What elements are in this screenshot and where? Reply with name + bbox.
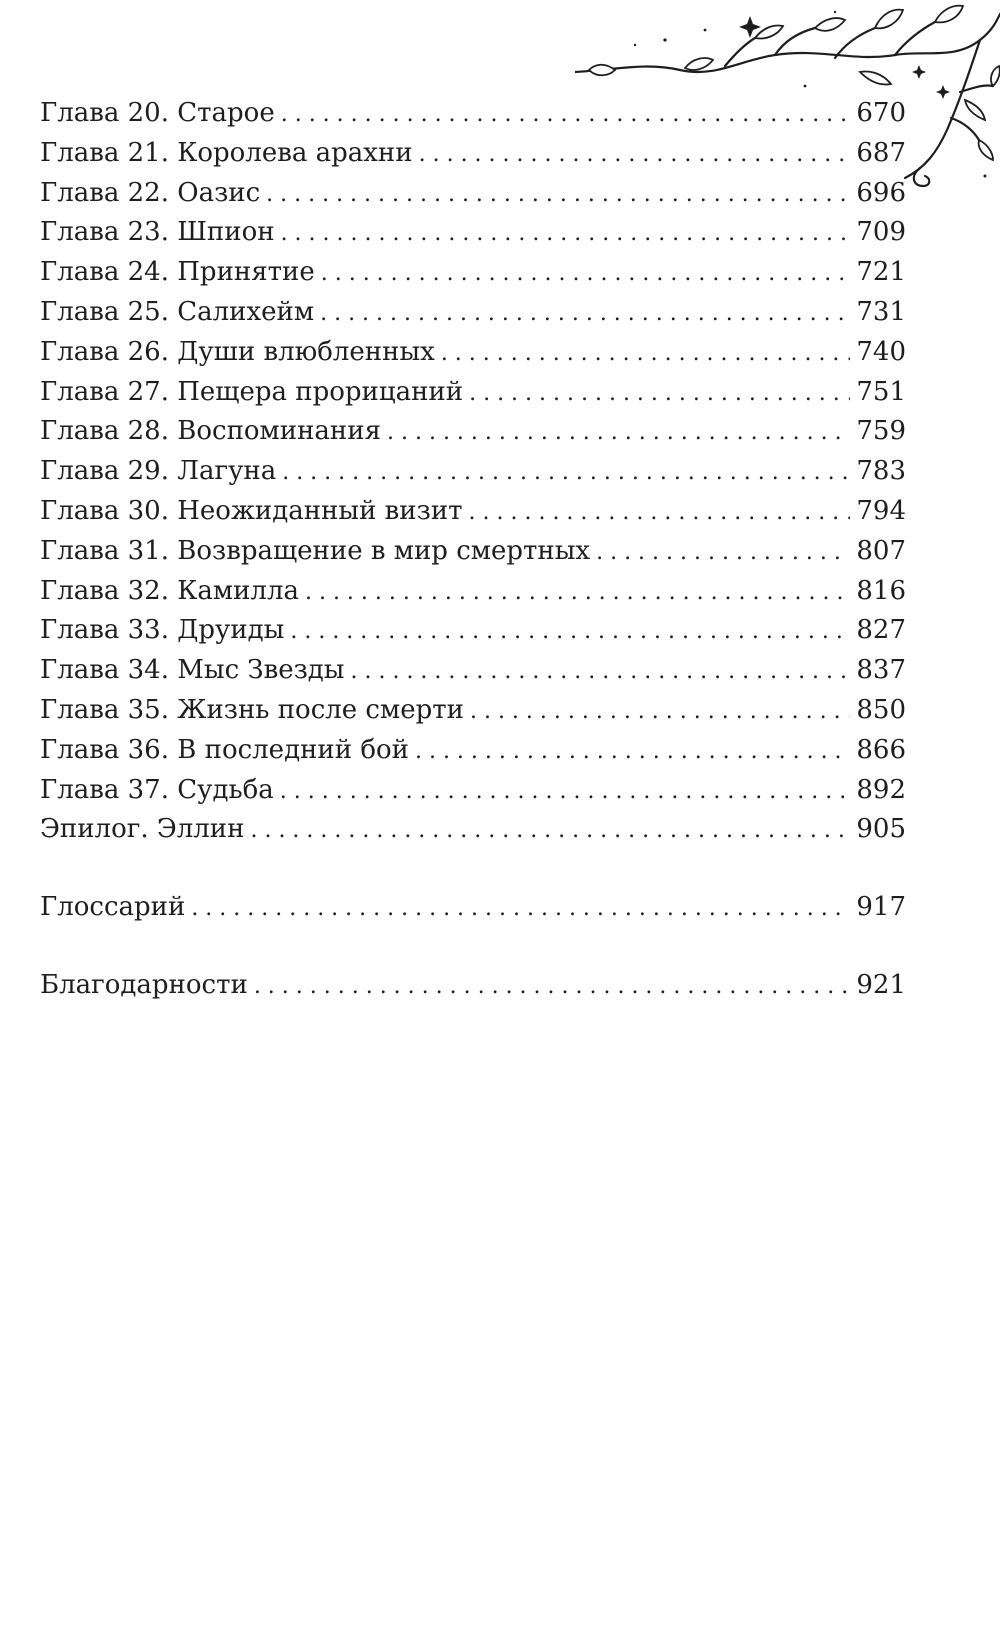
toc-entry-title: Глава 34. Мыс Звезды — [40, 655, 345, 686]
toc-entry-page: 921 — [856, 969, 906, 1000]
toc-entry-title: Эпилог. Эллин — [40, 814, 245, 845]
dot-leader — [469, 493, 851, 533]
toc-entry-page: 721 — [856, 257, 906, 288]
toc-entry-title: Глава 31. Возвращение в мир смертных — [40, 535, 591, 566]
toc-entry[interactable] — [40, 213, 906, 253]
toc-entry[interactable] — [40, 572, 906, 612]
toc-entry-page: 731 — [856, 296, 906, 327]
toc-entry-title: Глава 33. Друиды — [40, 615, 285, 646]
toc-entry-page: 837 — [856, 655, 906, 686]
toc-entry-page: 794 — [856, 495, 906, 526]
toc-entry-title: Глава 29. Лагуна — [40, 456, 277, 487]
toc-entry[interactable] — [40, 412, 906, 452]
dot-leader — [419, 135, 851, 175]
toc-entry-title: Глава 20. Старое — [40, 98, 275, 128]
toc-entry-title: Глава 32. Камилла — [40, 575, 299, 606]
toc-entry[interactable] — [40, 94, 906, 134]
toc-entry[interactable] — [40, 134, 906, 174]
dot-leader — [320, 294, 850, 334]
toc-entry-page: 850 — [856, 694, 906, 725]
dot-leader — [441, 334, 851, 374]
toc-entry-page: 751 — [856, 376, 906, 407]
toc-entry-title: Глава 23. Шпион — [40, 217, 275, 248]
toc-entry[interactable] — [40, 771, 906, 811]
toc-entry-page: 696 — [856, 177, 906, 208]
dot-leader — [351, 652, 851, 692]
table-of-contents — [40, 94, 906, 1006]
toc-entry-acknowledgements[interactable] — [40, 966, 906, 1006]
toc-entry[interactable] — [40, 731, 906, 771]
dot-leader — [282, 453, 850, 493]
toc-entry-title: Глава 30. Неожиданный визит — [40, 495, 463, 526]
toc-entry-title: Глава 26. Души влюбленных — [40, 336, 435, 367]
dot-leader — [290, 612, 850, 652]
toc-entry[interactable] — [40, 333, 906, 373]
toc-entry[interactable] — [40, 373, 906, 413]
toc-entry[interactable] — [40, 611, 906, 651]
toc-entry[interactable] — [40, 691, 906, 731]
toc-entry-page: 709 — [856, 217, 906, 248]
toc-entry[interactable] — [40, 174, 906, 214]
dot-leader — [254, 967, 851, 1007]
dot-leader — [280, 772, 851, 812]
toc-entry-title: Глава 21. Королева арахни — [40, 137, 413, 168]
dot-leader — [321, 254, 851, 294]
toc-entry[interactable] — [40, 492, 906, 532]
toc-entry-page: 807 — [856, 535, 906, 566]
toc-entry-title: Глава 35. Жизнь после смерти — [40, 694, 464, 725]
toc-entry[interactable] — [40, 253, 906, 293]
toc-entry[interactable] — [40, 532, 906, 572]
chapter-list — [40, 94, 906, 850]
dot-leader — [470, 692, 850, 732]
toc-entry[interactable] — [40, 651, 906, 691]
toc-entry-title: Глава 25. Салихейм — [40, 296, 315, 327]
toc-entry-title: Глава 36. В последний бой — [40, 734, 409, 765]
dot-leader — [281, 214, 851, 254]
toc-entry-page: 892 — [856, 774, 906, 805]
dot-leader — [191, 889, 850, 929]
dot-leader — [596, 533, 850, 573]
dot-leader — [281, 95, 851, 135]
toc-entry-title: Глава 24. Принятие — [40, 257, 315, 288]
toc-entry-page: 783 — [856, 456, 906, 487]
toc-entry-title: Глава 22. Оазис — [40, 177, 261, 208]
dot-leader — [250, 811, 850, 851]
dot-leader — [266, 175, 850, 215]
toc-entry-page: 670 — [856, 98, 906, 128]
toc-entry-page: 759 — [856, 416, 906, 447]
dot-leader — [469, 374, 850, 414]
toc-entry[interactable] — [40, 810, 906, 850]
toc-entry-title: Благодарности — [40, 969, 248, 1000]
toc-entry[interactable] — [40, 452, 906, 492]
toc-entry-title: Глава 27. Пещера прорицаний — [40, 376, 464, 407]
toc-entry[interactable] — [40, 293, 906, 333]
toc-entry-page: 740 — [856, 336, 906, 367]
toc-entry-title: Глава 37. Судьба — [40, 774, 274, 805]
toc-entry-title: Глава 28. Воспоминания — [40, 416, 381, 447]
toc-entry-page: 917 — [856, 892, 906, 923]
toc-entry-page: 827 — [856, 615, 906, 646]
toc-entry-page: 687 — [856, 137, 906, 168]
dot-leader — [415, 732, 850, 772]
dot-leader — [387, 413, 850, 453]
toc-entry-glossary[interactable] — [40, 888, 906, 928]
toc-entry-page: 816 — [856, 575, 906, 606]
dot-leader — [305, 573, 850, 613]
toc-entry-page: 866 — [856, 734, 906, 765]
toc-entry-title: Глоссарий — [40, 892, 186, 923]
toc-entry-page: 905 — [856, 814, 906, 845]
